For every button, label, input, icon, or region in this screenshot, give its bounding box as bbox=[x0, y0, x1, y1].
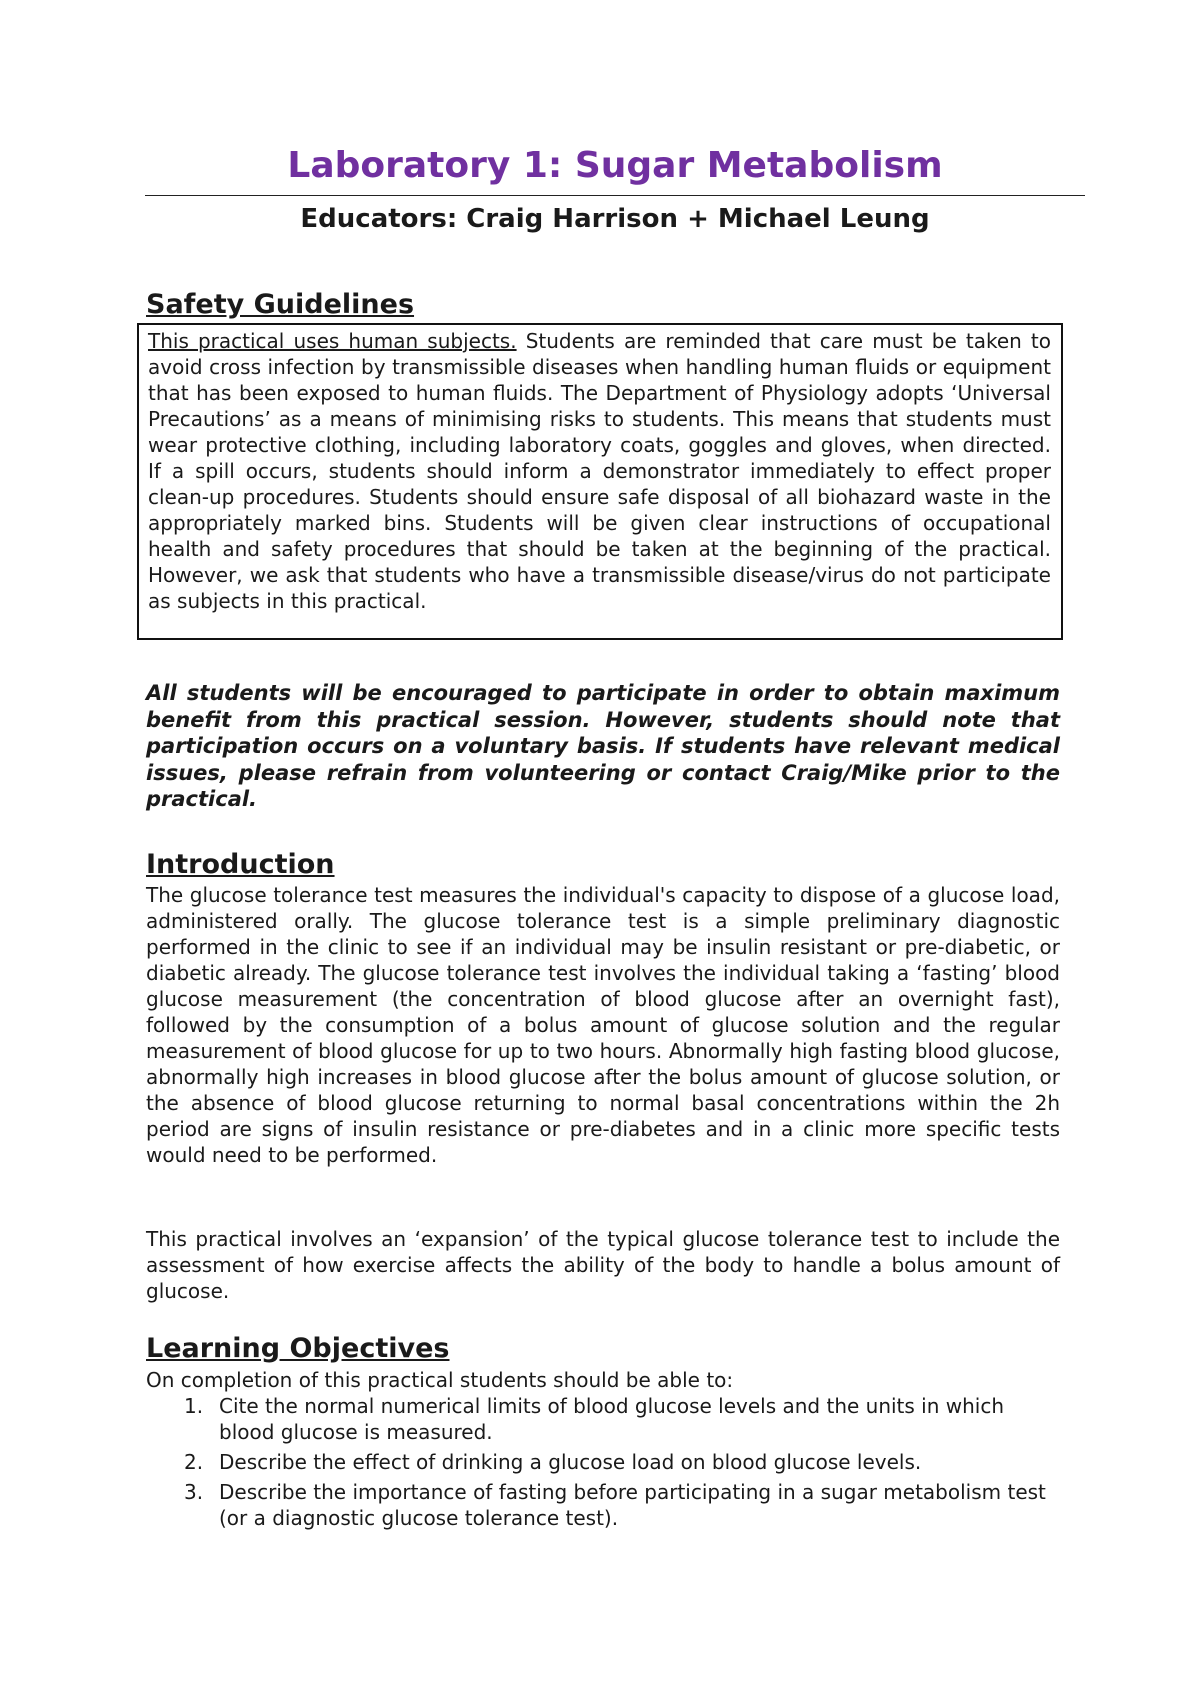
objective-number: 2. bbox=[184, 1450, 204, 1474]
safety-box bbox=[137, 323, 1063, 640]
objective-item bbox=[146, 1479, 1046, 1531]
safety-body: Students are reminded that care must be taken to avoid cross infection by transmissible diseases when handling human fluids or equipment that has been exposed to human fluids. The Department of Physiology adopts ‘Universal Precautions’ as a means of minimising risks to students. This means that students must wear protective clothing, including laboratory coats, goggles and gloves, when directed. If a spill occurs, students should inform a demonstrator immediately to effect proper clean-up procedures. Students should ensure safe disposal of all biohazard waste in the appropriately marked bins. Students will be given clear instructions of occupational health and safety procedures that should be taken at the beginning of the practical. However, we ask that students who have a transmissible disease/virus do not participate as subjects in this practical. bbox=[148, 329, 1052, 613]
safety-lead: This practical uses human subjects. bbox=[148, 329, 517, 353]
title-divider bbox=[145, 195, 1085, 196]
voluntary-notice: All students will be encouraged to participate in order to obtain maximum benefit from this practical session. However, students should note that participation occurs on a voluntary basis. If students have relevant medical issues, please refrain from volunteering or contact Craig/Mike prior to the practical. bbox=[146, 681, 1060, 811]
objective-item bbox=[146, 1449, 1046, 1475]
objectives-lead: On completion of this practical students should be able to: bbox=[146, 1368, 734, 1392]
objective-number: 3. bbox=[184, 1480, 204, 1504]
safety-text bbox=[148, 328, 1051, 614]
educators-line: Educators: Craig Harrison + Michael Leung bbox=[300, 204, 930, 234]
page-title: Laboratory 1: Sugar Metabolism bbox=[287, 145, 943, 186]
objectives-list bbox=[146, 1393, 1046, 1535]
safety-heading: Safety Guidelines bbox=[146, 289, 415, 320]
objectives-heading: Learning Objectives bbox=[146, 1333, 450, 1364]
objective-number: 1. bbox=[184, 1394, 204, 1418]
objective-item bbox=[146, 1393, 1046, 1445]
introduction-paragraph-2: This practical involves an ‘expansion’ of the typical glucose tolerance test to include the assessment of how exercise affects the ability of the body to handle a bolus amount of glucose. bbox=[146, 1227, 1060, 1303]
introduction-paragraph-1: The glucose tolerance test measures the individual's capacity to dispose of a glucose load, administered orally. The glucose tolerance test is a simple preliminary diagnostic performed in the clinic to see if an individual may be insulin resistant or pre-diabetic, or diabetic already. The glucose tolerance test involves the individual taking a ‘fasting’ blood glucose measurement (the concentration of blood glucose after an overnight fast), followed by the consumption of a bolus amount of glucose solution and the regular measurement of blood glucose for up to two hours. Abnormally high fasting blood glucose, abnormally high increases in blood glucose after the bolus amount of glucose solution, or the absence of blood glucose returning to normal basal concentrations within the 2h period are signs of insulin resistance or pre-diabetes and in a clinic more specific tests would need to be performed. bbox=[146, 883, 1060, 1167]
objective-text: Cite the normal numerical limits of blood glucose levels and the units in which blood glucose is measured. bbox=[219, 1394, 1005, 1444]
introduction-heading: Introduction bbox=[146, 849, 335, 880]
objective-text: Describe the effect of drinking a glucose load on blood glucose levels. bbox=[219, 1450, 922, 1474]
objective-text: Describe the importance of fasting before participating in a sugar metabolism test (or a diagnostic glucose tolerance test). bbox=[219, 1480, 1046, 1530]
